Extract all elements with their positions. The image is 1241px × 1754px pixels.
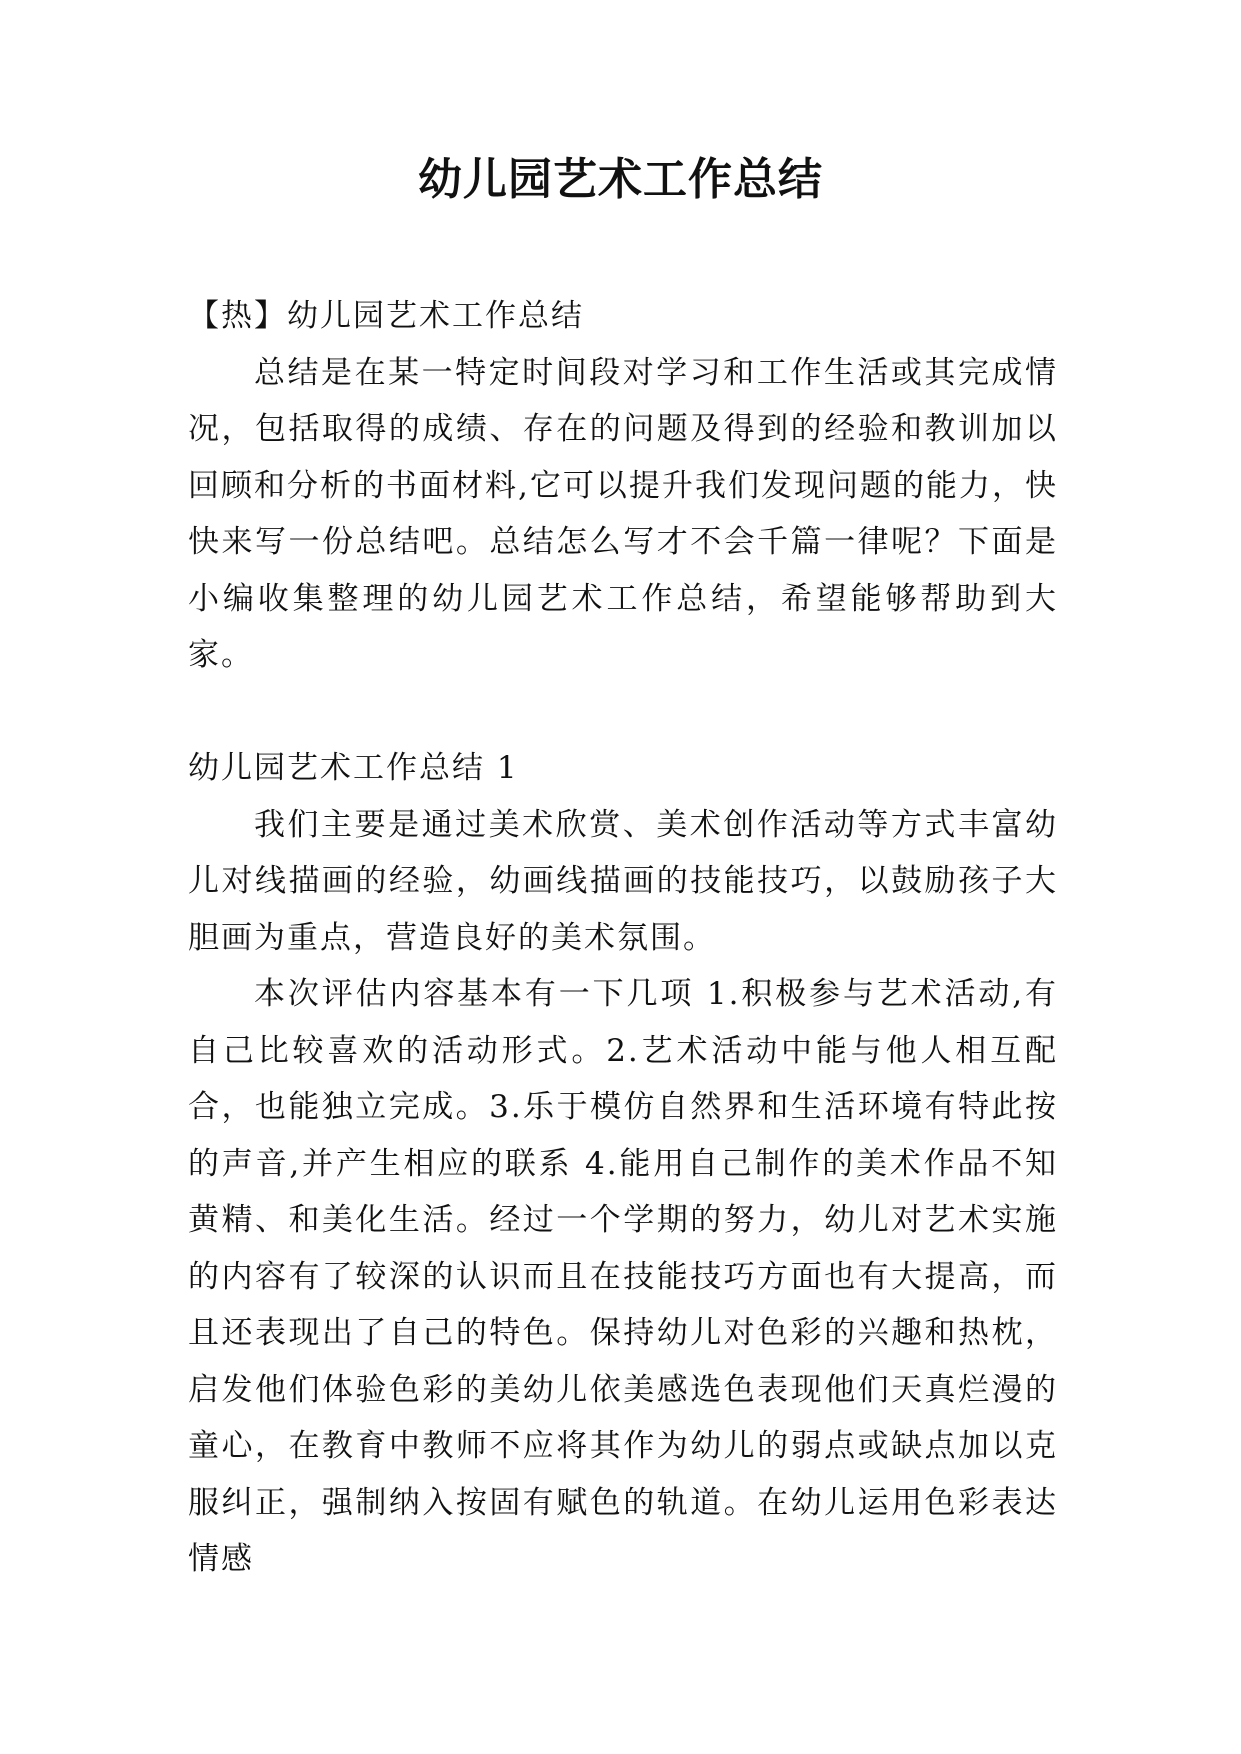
page-title: 幼儿园艺术工作总结 <box>418 154 823 205</box>
body-paragraph: 本次评估内容基本有一下几项 1.积极参与艺术活动,有自己比较喜欢的活动形式。2.艺术活动中能与他人相互配合，也能独立完成。3.乐于模仿自然界和生活环境有特此按的声音,并产生相应的联系 4.能用自己制作的美术作品不知黄精、和美化生活。经过一个学期的努力，幼儿对艺术实施的内容有了较深的认识而且在技能技巧方面也有大提高，而且还表现出了自己的特色。保持幼儿对色彩的兴趣和热枕，启发他们体验色彩的美幼儿依美感选色表现他们天真烂漫的童心，在教育中教师不应将其作为幼儿的弱点或缺点加以克服纠正，强制纳入按固有赋色的轨道。在幼儿运用色彩表达情感 <box>188 976 1058 1577</box>
intro-paragraph: 总结是在某一特定时间段对学习和工作生活或其完成情况，包括取得的成绩、存在的问题及得到的经验和教训加以回顾和分析的书面材料,它可以提升我们发现问题的能力，快快来写一份总结吧。总结怎么写才不会千篇一律呢？下面是小编收集整理的幼儿园艺术工作总结，希望能够帮助到大家。 <box>188 354 1058 673</box>
section-spacer <box>188 684 1058 741</box>
subtitle: 【热】幼儿园艺术工作总结 <box>188 298 584 334</box>
section-heading: 幼儿园艺术工作总结 1 <box>188 750 519 786</box>
document-body <box>188 288 1058 1588</box>
body-paragraph: 我们主要是通过美术欣赏、美术创作活动等方式丰富幼儿对线描画的经验，幼画线描画的技能技巧，以鼓励孩子大胆画为重点，营造良好的美术氛围。 <box>188 806 1058 956</box>
